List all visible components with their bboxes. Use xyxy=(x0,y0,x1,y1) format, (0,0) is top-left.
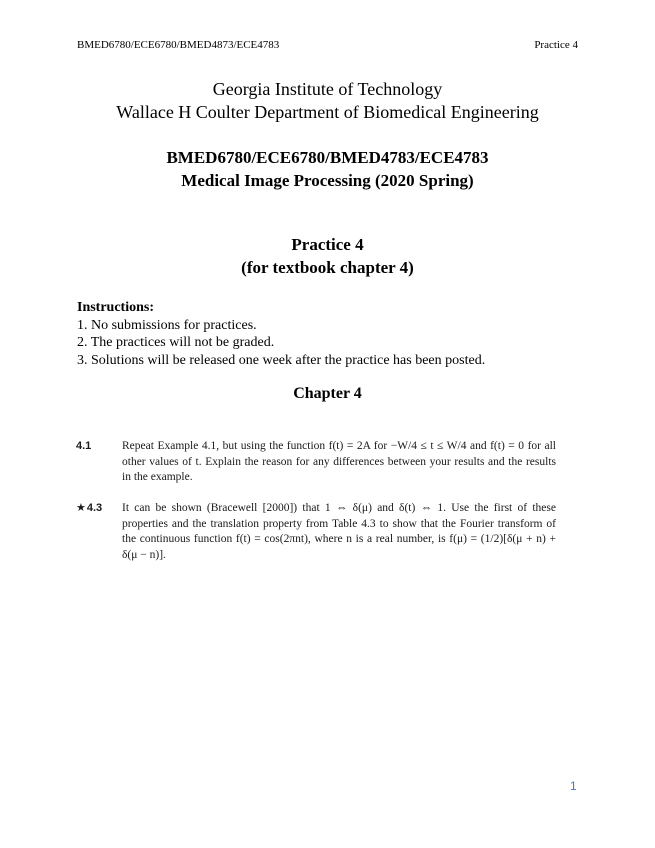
problem-number-wrap xyxy=(76,501,122,517)
course-name: Medical Image Processing (2020 Spring) xyxy=(181,171,474,190)
course-title-block xyxy=(0,146,655,192)
instruction-item: 2. The practices will not be graded. xyxy=(77,335,275,350)
practice-title-block xyxy=(0,233,655,279)
institute-name: Georgia Institute of Technology xyxy=(212,79,443,99)
instruction-item: 1. No submissions for practices. xyxy=(77,317,257,333)
header-course-codes: BMED6780/ECE6780/BMED4873/ECE4783 xyxy=(77,39,280,51)
problem-number: 4.3 xyxy=(86,502,103,514)
department-name: Wallace H Coulter Department of Biomedical Engineering xyxy=(116,102,539,122)
problem-text: Repeat Example 4.1, but using the function f(t) = 2A for −W/4 ≤ t ≤ W/4 and f(t) = 0 for all other values of t. Explain the reason for any differences between your results and the results in the example. xyxy=(122,440,556,483)
problem-text: It can be shown (Bracewell [2000]) that 1 ⇔ δ(μ) and δ(t) ⇔ 1. Use the first of these properties and the translation property from Table 4.3 to show that the Fourier transform of the continuous function f(t) = cos(2πnt), where n is a real number, is f(μ) = (1/2)[δ(μ + n) + δ(μ − n)]. xyxy=(122,502,556,561)
instruction-item: 3. Solutions will be released one week after the practice has been posted. xyxy=(77,352,486,368)
header-practice-label: Practice 4 xyxy=(534,39,578,51)
institution-title-block xyxy=(0,78,655,124)
page-number: 1 xyxy=(570,779,577,793)
instructions-section xyxy=(77,299,485,369)
course-codes: BMED6780/ECE6780/BMED4783/ECE4783 xyxy=(166,148,489,167)
star-icon: ★ xyxy=(76,502,86,514)
practice-subtitle: (for textbook chapter 4) xyxy=(241,258,414,277)
problem-number: 4.1 xyxy=(76,440,92,452)
chapter-title: Chapter 4 xyxy=(293,385,362,402)
problem-item xyxy=(76,439,556,486)
instructions-heading: Instructions: xyxy=(77,300,155,315)
practice-title: Practice 4 xyxy=(291,235,364,254)
problem-item xyxy=(76,501,556,563)
